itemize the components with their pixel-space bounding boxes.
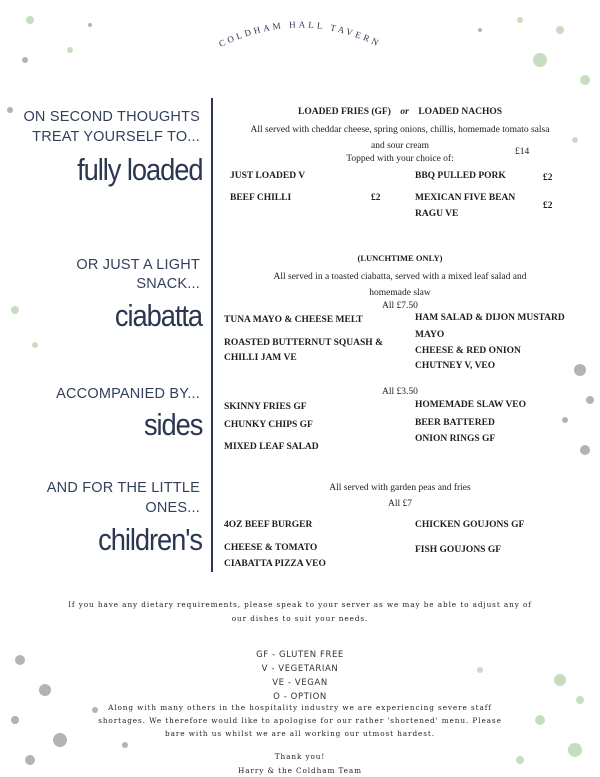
menu-item: HOMEMADE SLAW VEO <box>415 400 527 410</box>
childrens-description: All served with garden peas and fries <box>329 483 471 493</box>
menu-item: SKINNY FRIES GF <box>224 402 307 412</box>
item-price: £2 <box>543 173 553 183</box>
key-gf: GF - GLUTEN FREE <box>256 650 344 660</box>
signoff: Harry & the Coldham Team <box>238 766 362 775</box>
dietary-note: If you have any dietary requirements, please speak to your server as we may be able to adjust any of <box>68 600 532 609</box>
dietary-note: our dishes to suit your needs. <box>231 614 369 623</box>
section-title-childrens: children's <box>98 522 202 557</box>
loaded-heading: LOADED FRIES (GF) or LOADED NACHOS <box>297 107 503 117</box>
staff-note: shortages. We therefore would like to apologise for our rather 'shortened' menu. Please <box>98 716 502 725</box>
menu-item: HAM SALAD & DIJON MUSTARD <box>415 313 565 323</box>
section-intro: ONES... <box>145 500 200 516</box>
sides-price: All £3.50 <box>382 387 418 397</box>
tavern-title <box>200 0 400 60</box>
section-title-sides: sides <box>143 407 202 442</box>
item-price: £2 <box>371 193 381 203</box>
key-ve: VE - VEGAN <box>272 678 328 688</box>
menu-item: 4OZ BEEF BURGER <box>224 520 313 530</box>
ciabatta-price: All £7.50 <box>382 301 418 311</box>
menu-item-cont: MAYO <box>415 330 445 340</box>
menu-item: FISH GOUJONS GF <box>415 545 502 555</box>
menu-item-cont: ONION RINGS GF <box>415 434 496 444</box>
menu-item: MIXED LEAF SALAD <box>224 442 319 452</box>
menu-item: BEEF CHILLI <box>230 193 292 203</box>
childrens-price: All £7 <box>387 499 412 509</box>
menu-item: TUNA MAYO & CHEESE MELT <box>224 315 363 325</box>
menu-item: CHEESE & TOMATO <box>224 543 318 553</box>
thanks: Thank you! <box>274 752 326 761</box>
menu-item-cont: CIABATTA PIZZA VEO <box>224 559 326 569</box>
staff-note: Along with many others in the hospitality industry we are experiencing severe staff <box>108 703 492 712</box>
menu-item: ROASTED BUTTERNUT SQUASH & <box>224 338 383 348</box>
section-intro: OR JUST A LIGHT <box>76 257 200 273</box>
section-intro: TREAT YOURSELF TO... <box>32 129 200 145</box>
lunchtime-note: (LUNCHTIME ONLY) <box>357 253 443 263</box>
loaded-price: £14 <box>515 147 530 157</box>
menu-item: CHICKEN GOUJONS GF <box>415 520 525 530</box>
menu-item-cont: RAGU VE <box>415 209 459 219</box>
menu-item: CHEESE & RED ONION <box>415 346 521 356</box>
staff-note: bare with us whilst we are all working our utmost hardest. <box>165 729 435 738</box>
menu-item: MEXICAN FIVE BEAN <box>415 193 516 203</box>
key-o: O - OPTION <box>273 692 327 702</box>
key-v: V - VEGETARIAN <box>261 664 339 674</box>
menu-item-cont: CHILLI JAM VE <box>224 353 297 363</box>
section-intro: AND FOR THE LITTLE <box>46 480 200 496</box>
section-intro: ON SECOND THOUGHTS <box>23 109 200 125</box>
ciabatta-description: All served in a toasted ciabatta, served with a mixed leaf salad and <box>273 272 527 282</box>
ciabatta-description: homemade slaw <box>369 288 431 298</box>
loaded-topped: Topped with your choice of: <box>346 154 454 164</box>
section-intro: ACCOMPANIED BY... <box>56 386 200 402</box>
menu-item: BEER BATTERED <box>415 418 495 428</box>
menu-item: BBQ PULLED PORK <box>415 171 506 181</box>
section-intro: SNACK... <box>136 276 200 292</box>
column-divider <box>211 98 213 572</box>
loaded-description: and sour cream <box>370 141 430 151</box>
menu-item-cont: CHUTNEY V, VEO <box>415 361 496 371</box>
section-title-ciabatta: ciabatta <box>114 298 202 333</box>
item-price: £2 <box>543 201 553 211</box>
menu-item: CHUNKY CHIPS GF <box>224 420 313 430</box>
svg-text:COLDHAM HALL TAVERN: COLDHAM HALL TAVERN <box>217 19 383 49</box>
loaded-description: All served with cheddar cheese, spring onions, chillis, homemade tomato salsa <box>250 125 550 135</box>
section-title-fully-loaded: fully loaded <box>76 152 202 187</box>
menu-item: JUST LOADED V <box>230 171 306 181</box>
